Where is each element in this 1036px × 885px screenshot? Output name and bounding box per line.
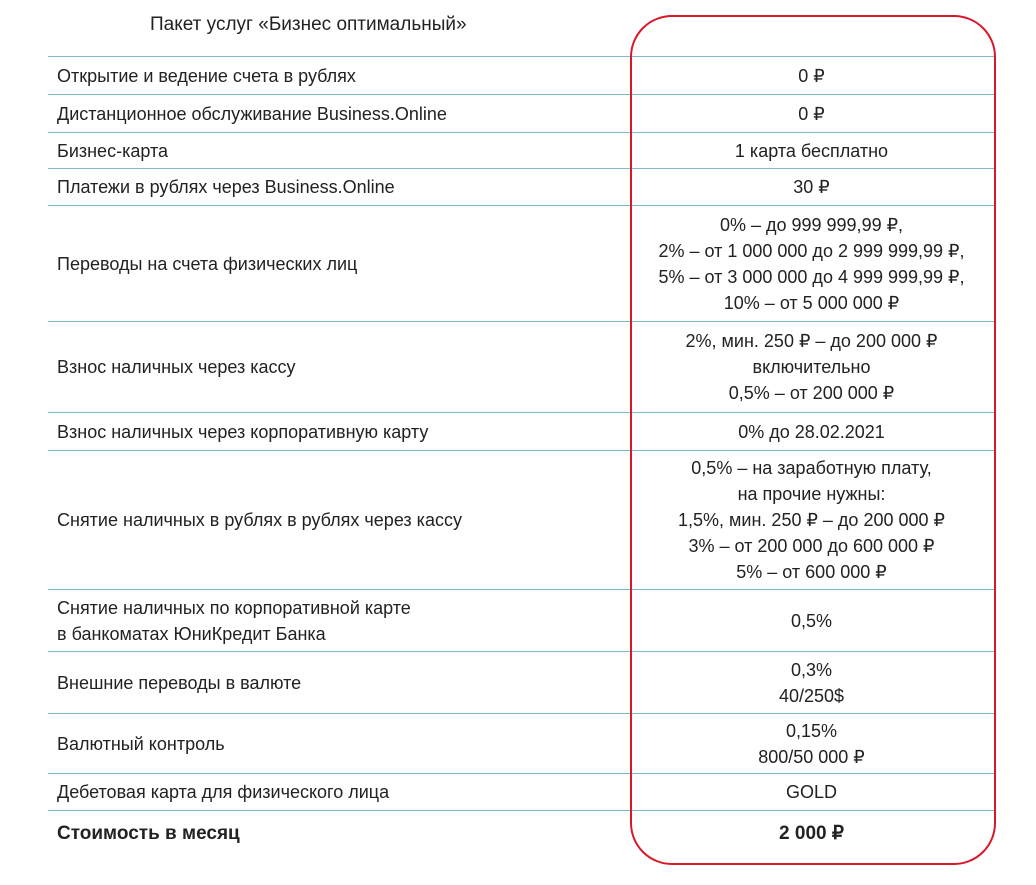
row-label: Взнос наличных через кассу	[57, 357, 296, 377]
table-row-total	[48, 810, 995, 856]
row-value: 0,15% 800/50 000 ₽	[758, 720, 865, 767]
table-row	[48, 205, 995, 321]
table-row	[48, 94, 995, 132]
total-value: 2 000 ₽	[779, 822, 844, 844]
row-value: 1 карта бесплатно	[734, 140, 889, 161]
table-row	[48, 450, 995, 589]
row-label: Взнос наличных через корпоративную карту	[57, 421, 429, 442]
row-value: 0,5%	[790, 610, 833, 631]
table-row	[48, 412, 995, 450]
row-value: 0% до 28.02.2021	[738, 421, 885, 442]
row-label: Бизнес-карта	[57, 140, 169, 161]
table-row	[48, 589, 995, 651]
table-row	[48, 713, 995, 773]
row-value: 0 ₽	[798, 103, 825, 124]
row-label: Дистанционное обслуживание Business.Online	[57, 103, 447, 124]
table-row	[48, 321, 995, 412]
row-value: GOLD	[785, 782, 837, 802]
row-label: Переводы на счета физических лиц	[57, 253, 358, 274]
row-value: 30 ₽	[793, 177, 830, 197]
table-row	[48, 651, 995, 713]
row-label: Снятие наличных по корпоративной карте в банкоматах ЮниКредит Банка	[57, 597, 411, 644]
tariff-table	[48, 56, 995, 856]
row-value: 0,5% – на заработную плату, на прочие нужны: 1,5%, мин. 250 ₽ – до 200 000 ₽ 3% – от 200 000 до 600 000 ₽ 5% – от 600 000 ₽	[678, 458, 945, 582]
total-label: Стоимость в месяц	[57, 822, 240, 844]
row-value: 2%, мин. 250 ₽ – до 200 000 ₽ включительно 0,5% – от 200 000 ₽	[685, 331, 938, 403]
row-value: 0 ₽	[798, 65, 825, 86]
row-value: 0% – до 999 999,99 ₽, 2% – от 1 000 000 до 2 999 999,99 ₽, 5% – от 3 000 000 до 4 999 999,99 ₽, 10% – от 5 000 000 ₽	[658, 214, 965, 313]
row-label: Дебетовая карта для физического лица	[57, 782, 390, 802]
package-title: Пакет услуг «Бизнес оптимальный»	[150, 14, 467, 35]
table-row	[48, 56, 995, 94]
row-label: Снятие наличных в рублях в рублях через кассу	[57, 510, 462, 530]
row-label: Открытие и ведение счета в рублях	[57, 65, 356, 86]
row-label: Платежи в рублях через Business.Online	[57, 177, 395, 197]
row-value: 0,3% 40/250$	[778, 659, 845, 706]
table-row	[48, 773, 995, 810]
row-label: Внешние переводы в валюте	[57, 672, 302, 693]
table-row	[48, 168, 995, 205]
table-row	[48, 132, 995, 168]
row-label: Валютный контроль	[57, 733, 225, 754]
